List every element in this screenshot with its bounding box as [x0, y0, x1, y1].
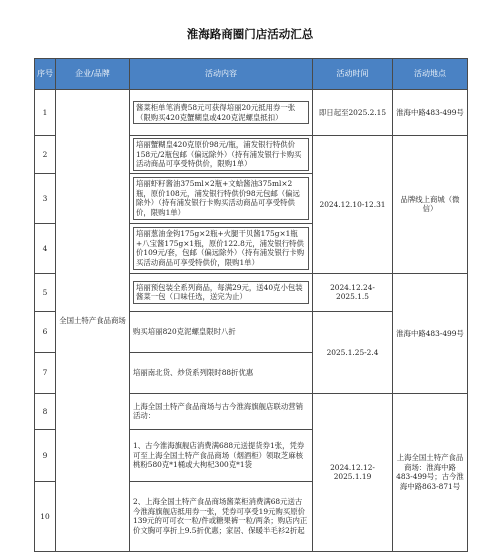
header-time: 活动时间 [313, 59, 393, 90]
row-number: 5 [35, 273, 56, 311]
table-header-row [35, 59, 468, 90]
activity-content: 2、上海全国土特产食品商场酱菜柜消费满68元送古今淮海旗舰店抵用券一张，凭券可享受19元购买原价139元的可可衣一粒/件或糖果裤一粒/两条；购店内正价文胸可享折上9.5折优惠；家居、保暖半毛衫2折起 [130, 481, 313, 551]
activity-location: 淮海中路483-499号 [393, 273, 468, 393]
activity-content: 培丽南北货、炒货系列限时88折优惠 [130, 352, 313, 393]
activity-content [130, 136, 313, 174]
row-number: 7 [35, 352, 56, 393]
row-number: 2 [35, 136, 56, 174]
activity-content [130, 173, 313, 223]
row-number: 4 [35, 223, 56, 273]
activity-content: 1、古今淮海旗舰店消费满688元送提货券1张，凭券可至上海全国土特产食品商场（烟酒柜）领取芝麻核桃粉580克*1桶或大枸杞300克*1袋 [130, 429, 313, 481]
activity-time: 2025.1.25-2.4 [313, 311, 393, 393]
content-text: 培丽葱油金钩175g×2瓶+火腿干贝酱175g×1瓶+八宝酱175g×1瓶，原价122.8元，浦发银行特供价109元/套，包邮（偏远除外）（持有浦发银行卡购买活动商品可享受特供价，限购1单） [133, 227, 309, 270]
activity-content [130, 273, 313, 311]
activity-time: 即日起至2025.2.15 [313, 90, 393, 136]
row-number: 8 [35, 393, 56, 429]
page-title: 淮海路商圈门店活动汇总 [186, 27, 314, 41]
activity-content [130, 90, 313, 136]
company-cell: 全国土特产食品商场 [56, 90, 130, 552]
activity-time: 2024.12.24-2025.1.5 [313, 273, 393, 311]
content-text: 培丽虾籽酱油375ml×2瓶+文蛤酱油375ml×2瓶，原价108元，浦发银行特供价98元包邮（偏远除外）（持有浦发银行卡购买活动商品可享受特供价，限购1单） [133, 177, 309, 220]
row-number: 3 [35, 173, 56, 223]
activity-location: 淮海中路483-499号 [393, 90, 468, 136]
header-no: 序号 [35, 59, 56, 90]
header-location: 活动地点 [393, 59, 468, 90]
table-row [35, 90, 468, 136]
activity-time: 2024.12.10-12.31 [313, 136, 393, 274]
row-number: 1 [35, 90, 56, 136]
header-content: 活动内容 [130, 59, 313, 90]
row-number: 6 [35, 311, 56, 352]
content-text: 培丽蟹糊皇420克原价98元/瓶，浦发银行特供价158元/2瓶包邮（偏远除外）（持有浦发银行卡购买活动商品可享受特供价，限购1单） [133, 138, 309, 171]
activity-location: 上海全国土特产食品商场：淮海中路483-499号；古今淮海中路863-871号 [393, 393, 468, 551]
content-text: 酱菜柜单笔消费58元可获得培丽20元抵用券一张（限购买420克蟹糊皇或420克泥螺皇抵扣） [133, 101, 309, 124]
activity-location: 品牌线上商城（微信） [393, 136, 468, 274]
activity-content: 上海全国土特产食品商场与古今淮海旗舰店联动营销活动： [130, 393, 313, 429]
activity-time: 2024.12.12-2025.1.19 [313, 393, 393, 551]
row-number: 9 [35, 429, 56, 481]
row-number: 10 [35, 481, 56, 551]
activity-content: 购买培丽820克泥螺皇限时八折 [130, 311, 313, 352]
content-text: 培丽预包装全系列商品，每满29元，送40克小包装酱菜一包（口味任选，送完为止） [133, 281, 309, 304]
activity-content [130, 223, 313, 273]
header-company: 企业/品牌 [56, 59, 130, 90]
activity-table [34, 58, 468, 552]
